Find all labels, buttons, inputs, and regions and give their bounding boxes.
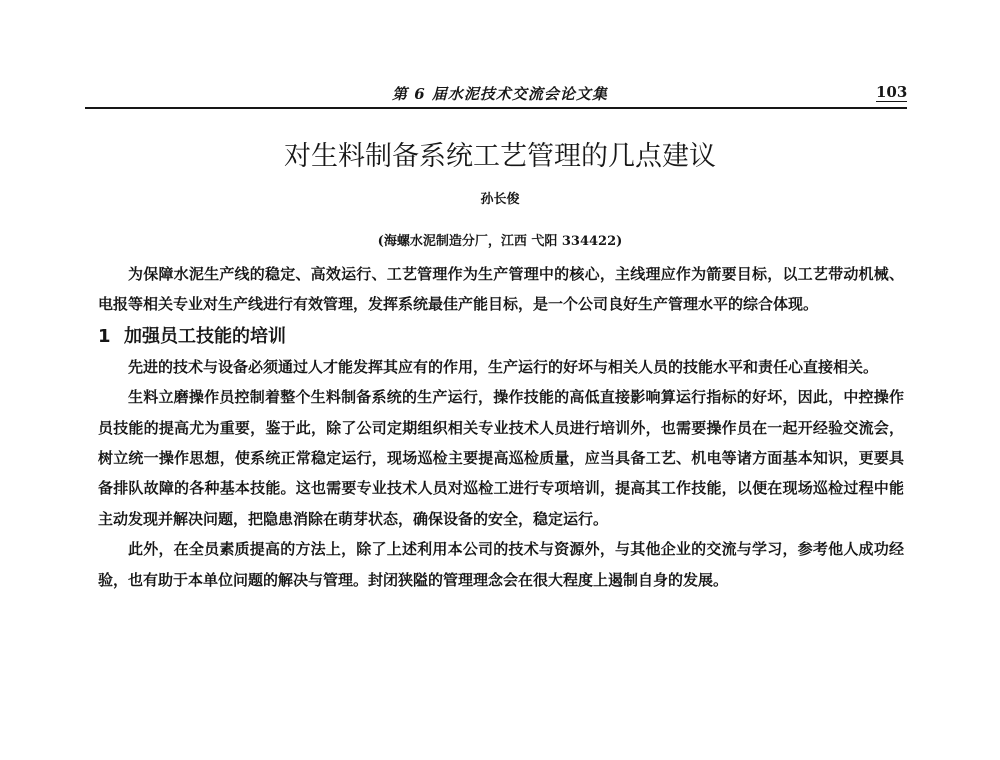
intro-paragraph: 为保障水泥生产线的稳定、高效运行、工艺管理作为生产管理中的核心，主线理应作为箭要目标，以工艺带动机械、电报等相关专业对生产线进行有效管理，发挥系统最佳产能目标，是一个公司良好生产管理水平的综合体现。	[98, 265, 904, 314]
paper-title: 对生料制备系统工艺管理的几点建议	[284, 141, 716, 172]
section-heading	[98, 322, 904, 352]
section-title: 加强员工技能的培训	[124, 325, 286, 347]
body-paragraph: 此外，在全员素质提高的方法上，除了上述利用本公司的技术与资源外，与其他企业的交流与学习，参考他人成功经验，也有助于本单位问题的解决与管理。封闭狭隘的管理理念会在很大程度上遏制自身的发展。	[98, 540, 904, 589]
body-paragraph: 先进的技术与设备必须通过人才能发挥其应有的作用，生产运行的好坏与相关人员的技能水平和责任心直接相关。	[128, 357, 879, 376]
section-number: 1	[98, 325, 111, 347]
running-header	[0, 83, 1000, 109]
paper-body	[98, 259, 904, 595]
affiliation: (海螺水泥制造分厂，江西 弋阳 334422)	[377, 234, 623, 249]
journal-title: 第 6 届水泥技术交流会论文集	[392, 85, 608, 103]
body-paragraph: 生料立磨操作员控制着整个生料制备系统的生产运行，操作技能的高低直接影响算运行指标的好坏，因此，中控操作员技能的提高尤为重要，鉴于此，除了公司定期组织相关专业技术人员进行培训外，也需要操作员在一起开经验交流会，树立统一操作思想，使系统正常稳定运行，现场巡检主要提高巡检质量，应当具备工艺、机电等诸方面基本知识，更要具备排队故障的各种基本技能。这也需要专业技术人员对巡检工进行专项培训，提高其工作技能，以便在现场巡检过程中能主动发现并解决问题，把隐患消除在萌芽状态，确保设备的安全，稳定运行。	[98, 388, 904, 528]
header-rule	[85, 107, 907, 109]
page-number: 103	[876, 83, 908, 101]
author: 孙长俊	[480, 192, 520, 207]
